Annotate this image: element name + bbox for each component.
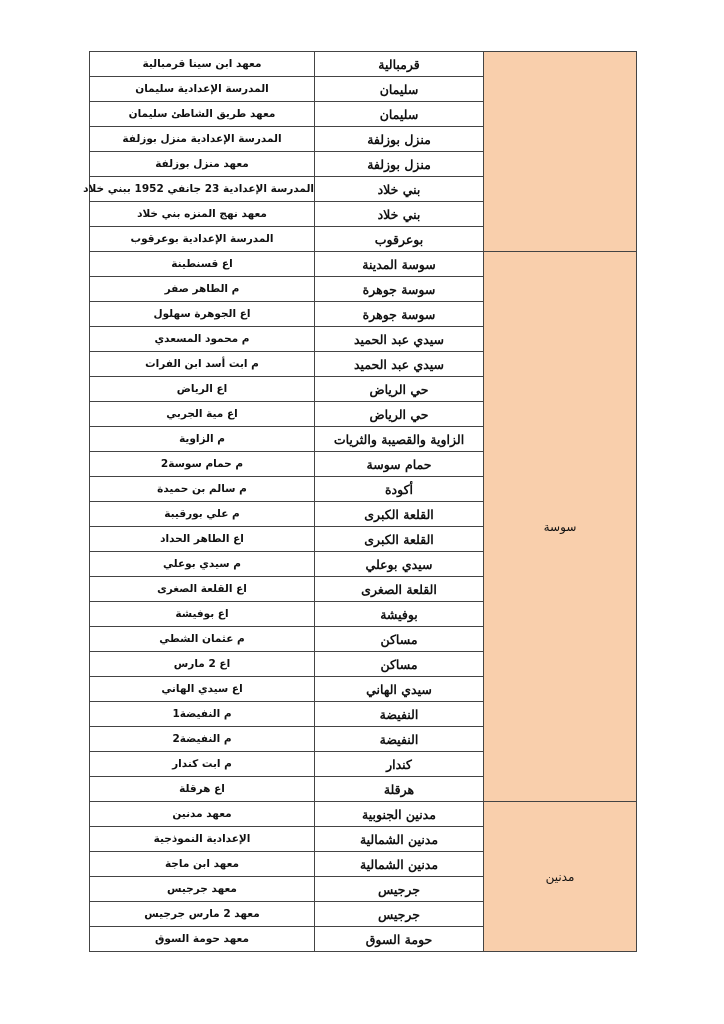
school-name-cell: اع هرقلة — [90, 777, 315, 802]
locality-cell: سليمان — [315, 102, 484, 127]
school-name-cell: م الزاوية — [90, 427, 315, 452]
locality-cell: سيدي عبد الحميد — [315, 327, 484, 352]
school-name-cell: اع بوفيشة — [90, 602, 315, 627]
school-name-cell: معهد ابن سينا قرمبالية — [90, 52, 315, 77]
school-name-cell: م سالم بن حميدة — [90, 477, 315, 502]
locality-cell: سوسة جوهرة — [315, 302, 484, 327]
school-name-cell: اع الرياض — [90, 377, 315, 402]
school-name-cell: اع مية الجربي — [90, 402, 315, 427]
table-body — [83, 52, 637, 952]
locality-cell: منزل بوزلفة — [315, 127, 484, 152]
locality-cell: سيدي الهاني — [315, 677, 484, 702]
school-name-cell: معهد منزل بوزلفة — [90, 152, 315, 177]
school-name-cell: الإعدادية النموذجية — [90, 827, 315, 852]
school-name-cell: معهد نهج المنزه بني خلاد — [90, 202, 315, 227]
locality-cell: بوعرقوب — [315, 227, 484, 252]
school-name-cell: م محمود المسعدي — [90, 327, 315, 352]
locality-cell: سوسة جوهرة — [315, 277, 484, 302]
locality-cell: مساكن — [315, 627, 484, 652]
school-name-cell: المدرسة الإعدادية 23 جانفي 1952 ببني خلاد — [90, 177, 315, 202]
school-name-cell: م حمام سوسة2 — [90, 452, 315, 477]
school-name-cell: م سيدي بوعلي — [90, 552, 315, 577]
school-name-cell: م ابت كندار — [90, 752, 315, 777]
school-name-cell: اع قسنطينة — [90, 252, 315, 277]
school-name-cell: م علي بورقيبة — [90, 502, 315, 527]
locality-cell: هرقلة — [315, 777, 484, 802]
locality-cell: أكودة — [315, 477, 484, 502]
locality-cell: النفيضة — [315, 727, 484, 752]
locality-cell: منزل بوزلفة — [315, 152, 484, 177]
locality-cell: حي الرياض — [315, 402, 484, 427]
locality-cell: سيدي عبد الحميد — [315, 352, 484, 377]
locality-cell: جرجيس — [315, 877, 484, 902]
locality-cell: الزاوية والقصيبة والثريات — [315, 427, 484, 452]
locality-cell: كندار — [315, 752, 484, 777]
school-name-cell: اع الجوهرة سهلول — [90, 302, 315, 327]
table-row — [90, 252, 637, 277]
school-name-cell: اع 2 مارس — [90, 652, 315, 677]
school-name-cell: معهد جرجيس — [90, 877, 315, 902]
school-name-cell: معهد مدنين — [90, 802, 315, 827]
school-name-cell: م النفيضة2 — [90, 727, 315, 752]
locality-cell: حومة السوق — [315, 927, 484, 952]
locality-cell: مدنين الشمالية — [315, 852, 484, 877]
school-name-cell: اع القلعة الصغرى — [90, 577, 315, 602]
locality-cell: بني خلاد — [315, 177, 484, 202]
region-cell: مدنين — [484, 802, 637, 952]
school-name-cell: المدرسة الإعدادية بوعرقوب — [90, 227, 315, 252]
locality-cell: القلعة الكبرى — [315, 527, 484, 552]
school-name-cell: اع الطاهر الحداد — [90, 527, 315, 552]
locality-cell: القلعة الكبرى — [315, 502, 484, 527]
school-name-cell: المدرسة الإعدادية منزل بوزلفة — [90, 127, 315, 152]
locality-cell: بني خلاد — [315, 202, 484, 227]
region-cell — [484, 52, 637, 252]
school-name-cell: م الطاهر صفر — [90, 277, 315, 302]
school-name-cell: معهد ابن ماجة — [90, 852, 315, 877]
school-name-cell: م ابت أسد ابن الفرات — [90, 352, 315, 377]
locality-cell: حمام سوسة — [315, 452, 484, 477]
locality-cell: سوسة المدينة — [315, 252, 484, 277]
region-cell: سوسة — [484, 252, 637, 802]
locality-cell: جرجيس — [315, 902, 484, 927]
table-row — [90, 52, 637, 77]
school-name-cell: معهد 2 مارس جرجيس — [90, 902, 315, 927]
locality-cell: القلعة الصغرى — [315, 577, 484, 602]
schools-table — [83, 51, 637, 952]
school-name-cell: معهد طريق الشاطئ سليمان — [90, 102, 315, 127]
locality-cell: مدنين الشمالية — [315, 827, 484, 852]
locality-cell: مدنين الجنوبية — [315, 802, 484, 827]
school-name-cell: اع سيدي الهاني — [90, 677, 315, 702]
locality-cell: سيدي بوعلي — [315, 552, 484, 577]
table-row — [90, 802, 637, 827]
locality-cell: النفيضة — [315, 702, 484, 727]
school-name-cell: معهد حومة السوق — [90, 927, 315, 952]
locality-cell: بوفيشة — [315, 602, 484, 627]
locality-cell: قرمبالية — [315, 52, 484, 77]
locality-cell: سليمان — [315, 77, 484, 102]
locality-cell: مساكن — [315, 652, 484, 677]
school-name-cell: المدرسة الإعدادية سليمان — [90, 77, 315, 102]
school-name-cell: م النفيضة1 — [90, 702, 315, 727]
school-name-cell: م عثمان الشطي — [90, 627, 315, 652]
locality-cell: حي الرياض — [315, 377, 484, 402]
